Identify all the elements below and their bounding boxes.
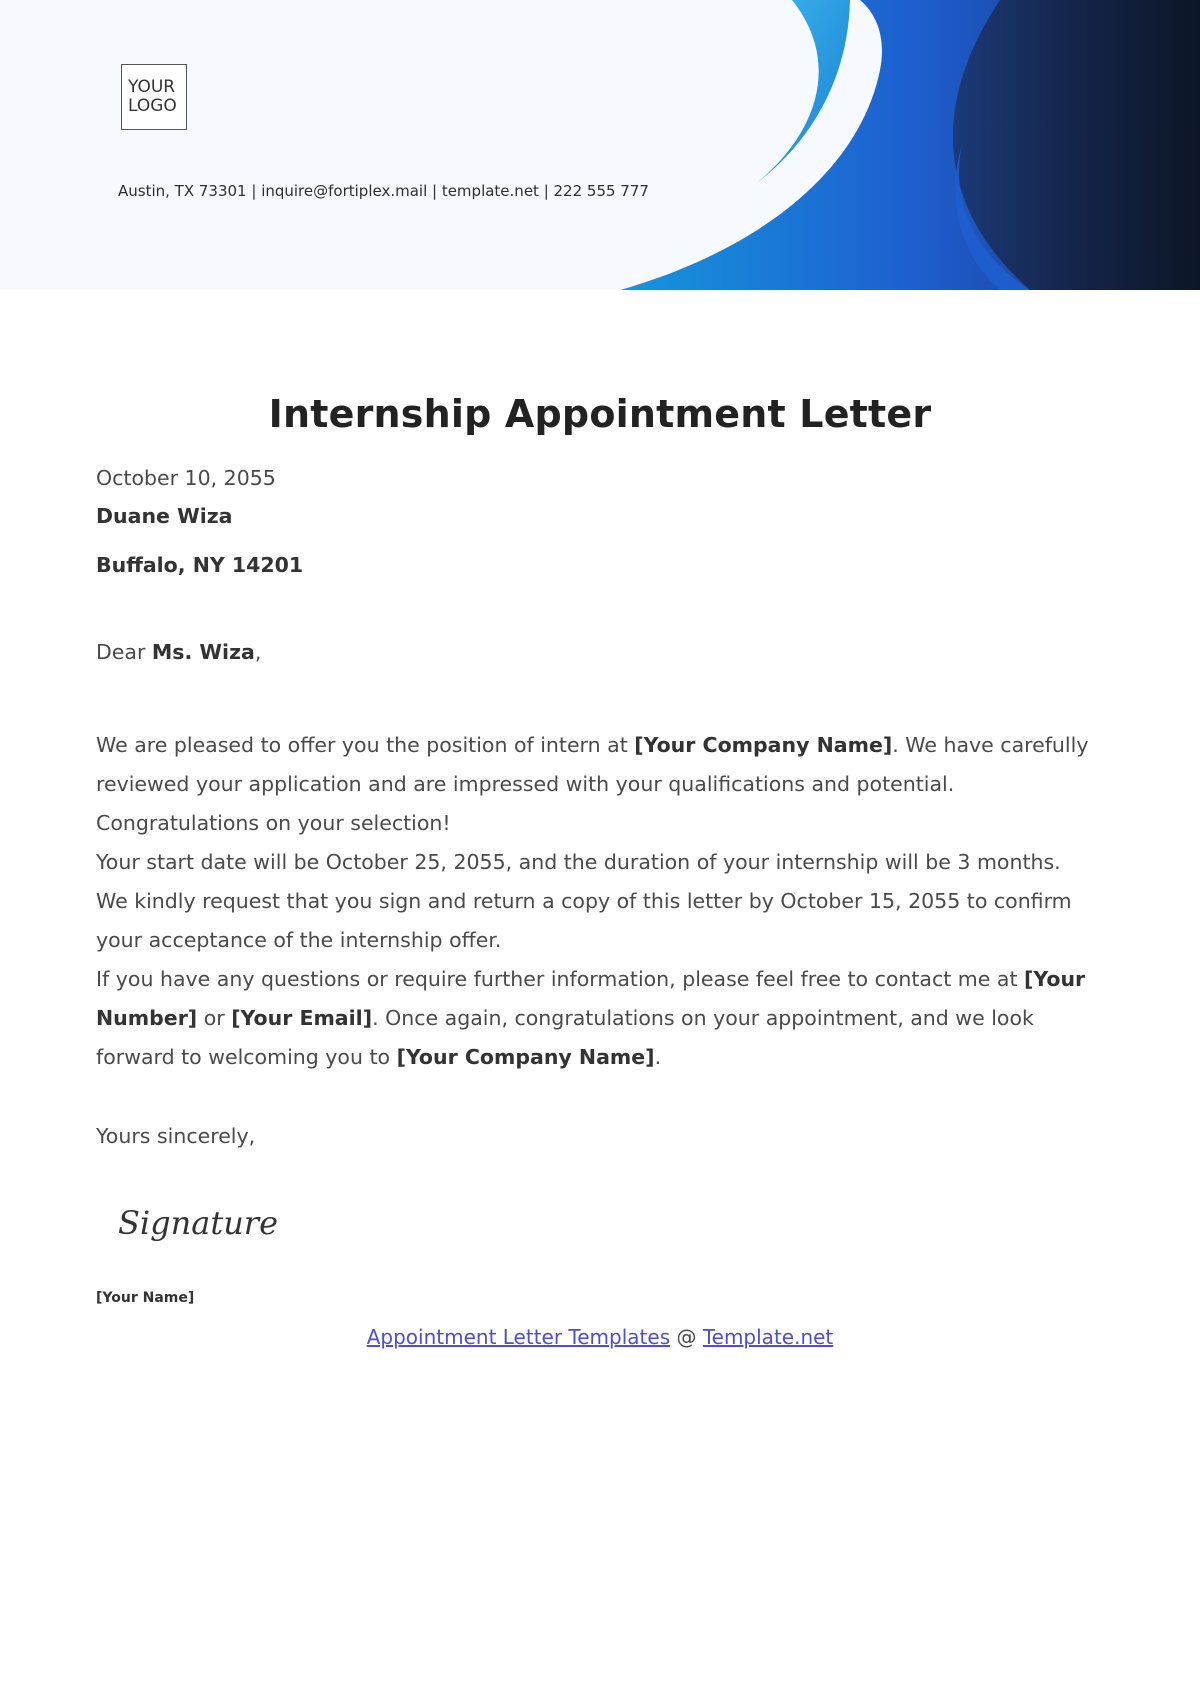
paragraph-start-date: Your start date will be October 25, 2055, and the duration of your internship will be 3 months. We kindly request that you sign and return a copy of this letter by October 15, 2055 to confirm your acceptance of the internship offer. [96, 850, 1072, 952]
paragraph-text: . [654, 1045, 662, 1069]
phone-placeholder: [Your Number] [96, 967, 1086, 1030]
paragraph-contact [96, 960, 1096, 1077]
sender-name: [Your Name] [96, 1290, 195, 1306]
paragraph-text: or [197, 1006, 232, 1030]
template-net-link[interactable]: Template.net [702, 1325, 834, 1349]
paragraph-text: If you have any questions or require further information, please feel free to contact me at [96, 967, 1025, 991]
email-placeholder: [Your Email] [231, 1006, 373, 1030]
appointment-templates-link[interactable]: Appointment Letter Templates [366, 1325, 671, 1349]
company-name-placeholder: [Your Company Name] [396, 1045, 655, 1069]
template-footer [0, 1325, 1200, 1349]
salutation-prefix: Dear [96, 640, 152, 664]
logo-text-line2: LOGO [128, 96, 177, 116]
letter-date: October 10, 2055 [96, 466, 276, 490]
closing-phrase: Yours sincerely, [96, 1124, 256, 1148]
salutation [96, 640, 261, 664]
letterhead [0, 0, 1200, 290]
paragraph-offer [96, 726, 1096, 843]
paragraph-text: We are pleased to offer you the position of intern at [96, 733, 635, 757]
paragraph-text: . Once again, congratulations on your appointment, and we look forward to welcoming you to [96, 1006, 1034, 1069]
recipient-name: Duane Wiza [96, 504, 233, 528]
letter-paragraphs [96, 726, 1096, 1077]
company-name-placeholder: [Your Company Name] [634, 733, 893, 757]
company-contact-info: Austin, TX 73301 | inquire@fortiplex.mail | template.net | 222 555 777 [118, 182, 649, 200]
salutation-name: Ms. Wiza [151, 640, 255, 664]
logo-text-line1: YOUR [128, 77, 176, 97]
recipient-address: Buffalo, NY 14201 [96, 553, 304, 577]
company-logo [121, 64, 187, 130]
letter-title: Internship Appointment Letter [268, 392, 932, 436]
decorative-wave-graphic [0, 0, 1200, 290]
salutation-suffix: , [254, 640, 262, 664]
signature-image: Signature [118, 1204, 279, 1242]
footer-separator: @ [670, 1325, 703, 1349]
paragraph-text: . We have carefully reviewed your application and are impressed with your qualifications and potential. Congratulations on your selection! [96, 733, 1089, 835]
